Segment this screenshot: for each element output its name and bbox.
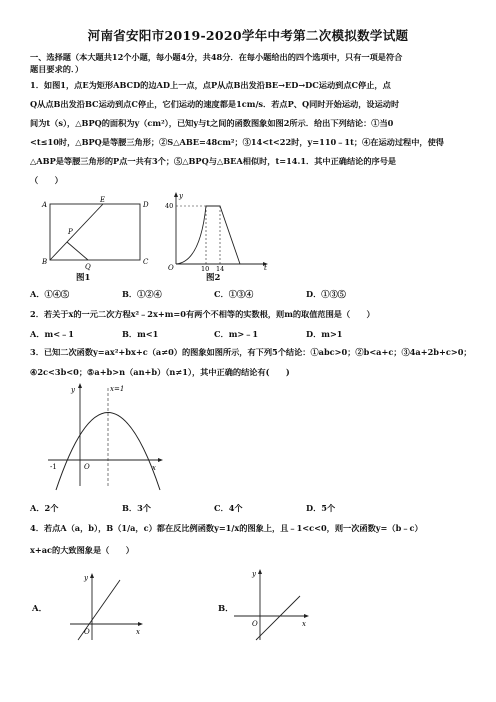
q2-option-c: C．m>﹣1 [214,329,259,339]
q4-option-b-label: B． [218,604,234,614]
section-heading-line1: 一、选择题（本大题共12个小题，每小题4分，共48分．在每小题给出的四个选项中，只有一项是符合 [30,52,403,62]
y-axis-label: y [71,386,75,394]
label-b: B [42,258,48,266]
origin-label: O [252,620,258,628]
q2-line: 2．若关于x的一元二次方程x²﹣2x+m=0有两个不相等的实数根，则m的取值范围是（ ） [30,309,375,319]
x-axis-label: x [152,464,156,472]
q3-option-a: A．2个 [30,503,59,513]
q2-option-b: B．m<1 [122,329,159,339]
q3-option-b: B．3个 [122,503,151,513]
label-a: A [42,201,48,209]
x-axis-label: x [136,628,140,636]
q3-parabola-graph [44,380,168,492]
linear-graph [256,596,300,640]
graph-curve [176,206,240,264]
page-title: 河南省安阳市2019-2020学年中考第二次模拟数学试题 [87,28,409,43]
q1-option-d: D．①③⑤ [306,289,346,299]
y-axis-label: y [84,574,88,582]
q2-option-d: D．m>1 [306,329,343,339]
q3-line-1: 3．已知二次函数y=ax²+bx+c（a≠0）的图象如图所示，有下列5个结论：①abc>0；②b<a+c；③4a+2b+c>0； [30,347,472,357]
x-arrow [304,614,309,618]
q1-line-2: Q从点B出发沿BC运动到点C停止，它们运动的速度都是1cm/s．若点P、Q同时开始运动，设运动时 [30,99,400,109]
y-tick-40: 40 [165,202,174,210]
q3-line-2: ④2c<3b<0；⑤a+b>n（an+b）（n≠1），其中正确的结论有( ) [30,367,290,377]
y-arrow [258,569,262,574]
q2-option-a: A．m<﹣1 [30,329,74,339]
label-c: C [143,258,149,266]
q1-line-5: △ABP是等腰三角形的P点一共有3个；⑤△BPQ与△BEA相似时，t=14.1．其中正确结论的序号是 [30,156,397,166]
q1-figure-1 [40,196,152,272]
q1-line-4: <t≤10时，△BPQ是等腰三角形；②S△ABE=48cm²；③14<t<22时，y=110﹣1t；④在运动过程中，使得 [30,137,444,147]
axis-line-label: x=1 [110,385,125,393]
q1-line-6: （ ） [30,175,63,185]
q4-option-b-graph [226,566,312,642]
q1-option-c: C．①③④ [214,289,254,299]
x-arrow [138,622,143,626]
segment-be [50,204,103,260]
y-arrow [78,383,82,388]
origin-label: O [84,628,90,636]
q4-line-2: x+ac的大致图象是（ ） [30,545,134,555]
origin-label: O [84,463,90,471]
x-arrow [158,458,163,462]
x-axis-label: t [264,264,267,272]
y-arrow [174,192,178,197]
q4-option-a-graph [68,570,148,642]
x-axis-label: x [302,620,306,628]
q1-line-3: 间为t（s），△BPQ的面积为y（cm²），已知y与t之间的函数图象如图2所示．给出下列结论：①当0 [30,118,394,128]
q1-option-b: B．①②④ [122,289,162,299]
q1-figure-2 [162,190,272,272]
label-d: D [143,201,149,209]
q3-option-d: D．5个 [306,503,336,513]
label-e: E [100,196,106,204]
segment-pq [67,242,88,260]
x-tick-14: 14 [216,265,225,272]
y-arrow [90,573,94,578]
x-intercept-label: -1 [50,463,57,471]
y-axis-label: y [179,192,183,200]
figure-1-caption: 图1 [76,273,91,283]
origin-label: O [168,264,174,272]
q3-option-c: C．4个 [214,503,243,513]
x-tick-10: 10 [201,265,210,272]
q1-option-a: A．①④⑤ [30,289,70,299]
section-heading-line2: 题目要求的．） [30,64,84,74]
q4-option-a-label: A． [32,604,48,614]
label-q: Q [85,263,91,271]
figure-2-caption: 图2 [206,273,221,283]
q4-line-1: 4．若点A（a，b），B（1/a，c）都在反比例函数y=1/x的图象上，且﹣1<c<0，则一次函数y=（b﹣c） [30,523,423,533]
label-p: P [68,228,73,236]
q1-line-1: 1．如图1，点E为矩形ABCD的边AD上一点，点P从点B出发沿BE→ED→DC运动到点C停止，点 [30,80,391,90]
y-axis-label: y [252,570,256,578]
